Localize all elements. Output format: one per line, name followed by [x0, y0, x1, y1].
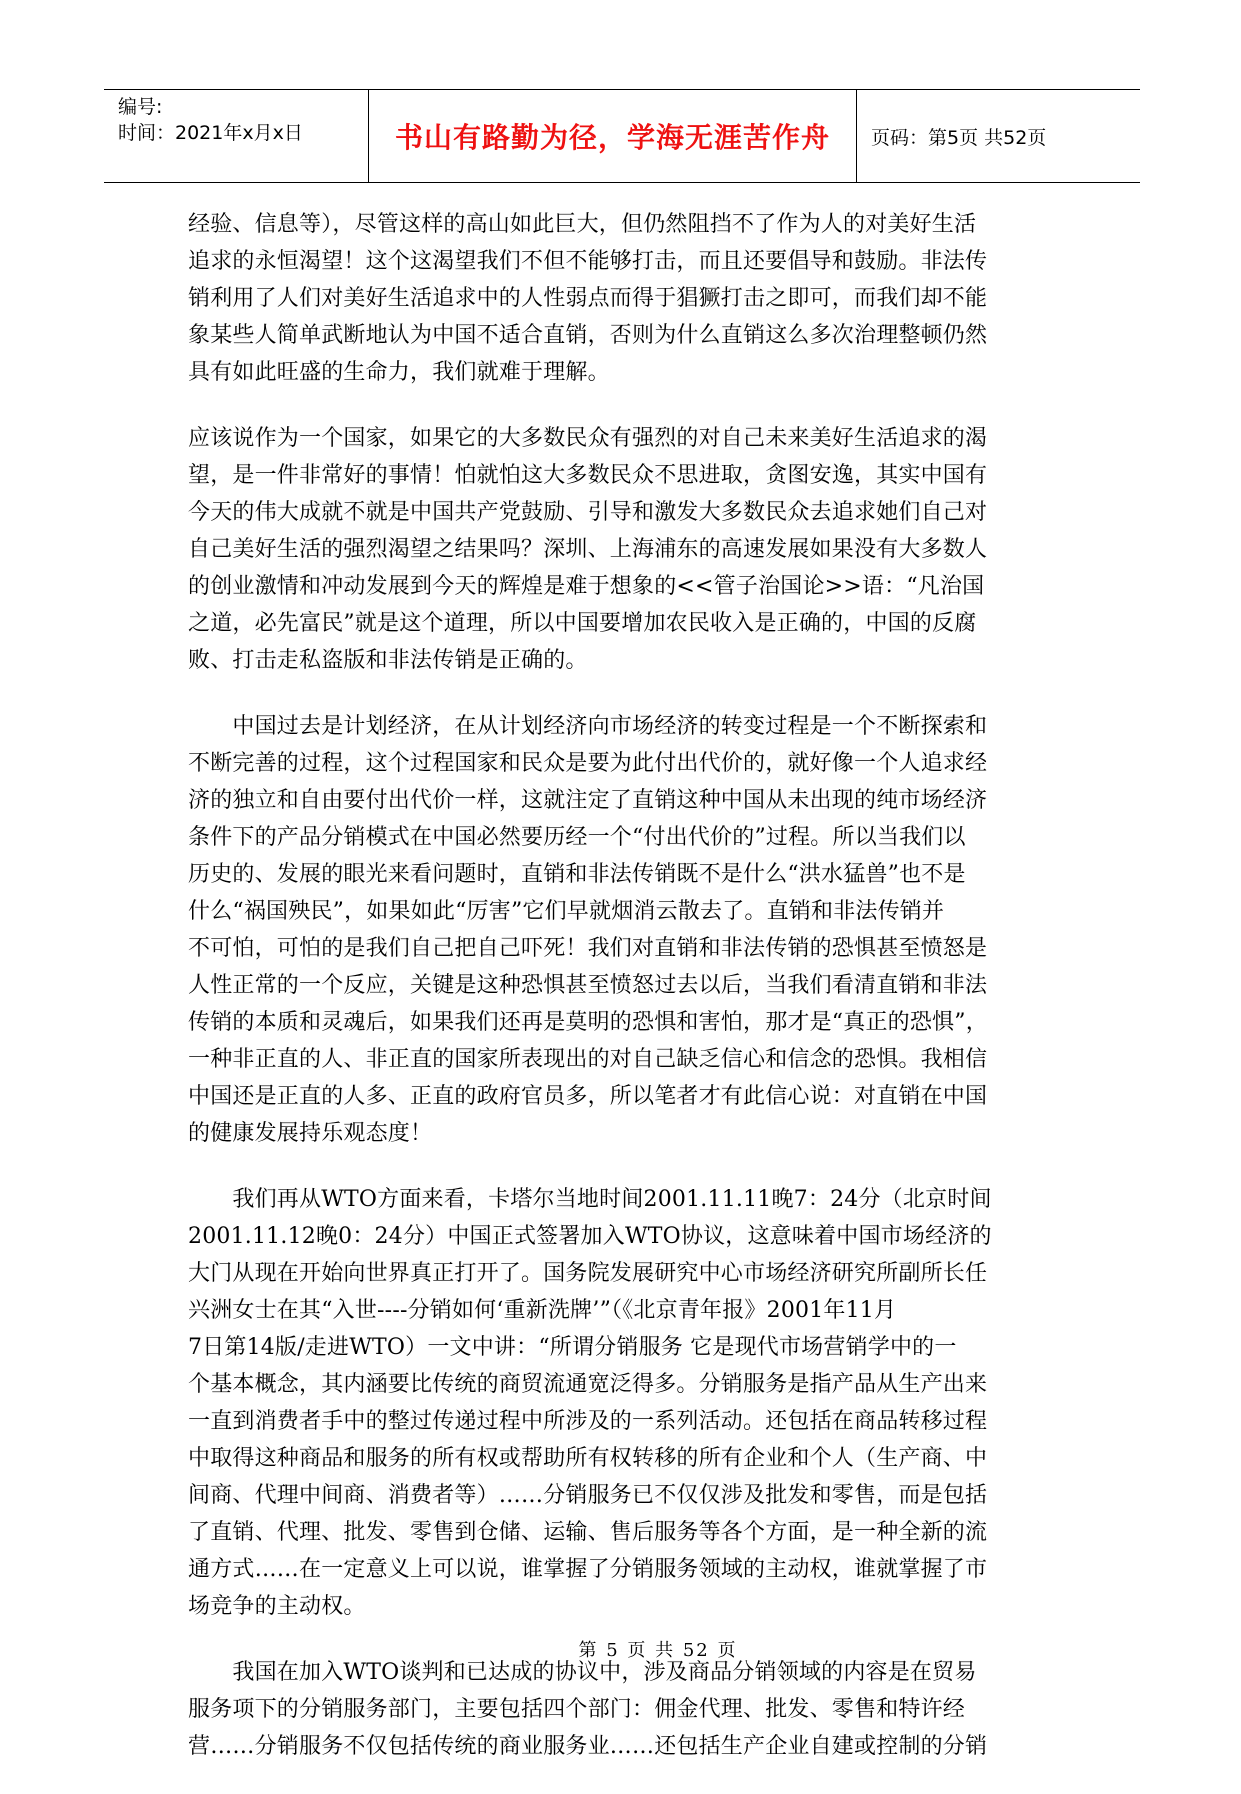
- document-body: [188, 206, 1093, 1794]
- text-line: 败、打击走私盗版和非法传销是正确的。: [188, 648, 588, 673]
- paragraph: [188, 1654, 1093, 1765]
- header-motto-cell: [369, 90, 857, 182]
- header-motto: 书山有路勤为径，学海无涯苦作舟: [394, 121, 830, 154]
- text-line: 今天的伟大成就不就是中国共产党鼓励、引导和激发大多数民众去追求她们自己对: [188, 500, 988, 525]
- header-page-label: 页码：第5页 共52页: [871, 126, 1047, 149]
- text-line: 不断完善的过程，这个过程国家和民众是要为此付出代价的，就好像一个人追求经: [188, 751, 988, 776]
- text-line: 个基本概念，其内涵要比传统的商贸流通宽泛得多。分销服务是指产品从生产出来: [188, 1372, 988, 1397]
- paragraph: [188, 1181, 1093, 1625]
- text-line: 营……分销服务不仅包括传统的商业服务业……还包括生产企业自建或控制的分销: [188, 1734, 988, 1759]
- text-line: 具有如此旺盛的生命力，我们就难于理解。: [188, 360, 610, 385]
- paragraph: [188, 206, 1093, 391]
- text-line: 的创业激情和冲动发展到今天的辉煌是难于想象的<<管子治国论>>语：“凡治国: [188, 574, 985, 599]
- document-time-label: 时间：2021年x月x日: [118, 122, 303, 144]
- text-line: 经验、信息等），尽管这样的高山如此巨大，但仍然阻挡不了作为人的对美好生活: [188, 212, 977, 237]
- header-page-cell: [857, 90, 1140, 182]
- text-line: 济的独立和自由要付出代价一样，这就注定了直销这种中国从未出现的纯市场经济: [188, 788, 988, 813]
- text-line: 条件下的产品分销模式在中国必然要历经一个“付出代价的”过程。所以当我们以: [188, 825, 966, 850]
- header-left-cell: [104, 90, 369, 182]
- page-header: [104, 89, 1140, 183]
- text-line: 应该说作为一个国家，如果它的大多数民众有强烈的对自己未来美好生活追求的渴: [188, 426, 988, 451]
- paragraph: [188, 420, 1093, 679]
- text-line: 场竞争的主动权。: [188, 1594, 366, 1619]
- text-line: 望，是一件非常好的事情！怕就怕这大多数民众不思进取，贪图安逸，其实中国有: [188, 463, 988, 488]
- text-line: 服务项下的分销服务部门，主要包括四个部门：佣金代理、批发、零售和特许经: [188, 1697, 966, 1722]
- text-line: 什么“祸国殃民”，如果如此“厉害”它们早就烟消云散去了。直销和非法传销并: [188, 899, 945, 924]
- text-line: 中取得这种商品和服务的所有权或帮助所有权转移的所有企业和个人（生产商、中: [188, 1446, 988, 1471]
- text-line: 我国在加入WTO谈判和已达成的协议中，涉及商品分销领域的内容是在贸易: [188, 1660, 977, 1685]
- text-line: 人性正常的一个反应，关键是这种恐惧甚至愤怒过去以后，当我们看清直销和非法: [188, 973, 988, 998]
- footer-page-number: 第 5 页 共 52 页: [578, 1640, 738, 1661]
- text-line: 的健康发展持乐观态度！: [188, 1121, 433, 1146]
- text-line: 之道，必先富民”就是这个道理，所以中国要增加农民收入是正确的，中国的反腐: [188, 611, 977, 636]
- text-line: 中国过去是计划经济，在从计划经济向市场经济的转变过程是一个不断探索和: [188, 714, 988, 739]
- text-line: 大门从现在开始向世界真正打开了。国务院发展研究中心市场经济研究所副所长任: [188, 1261, 988, 1286]
- text-line: 一直到消费者手中的整过传递过程中所涉及的一系列活动。还包括在商品转移过程: [188, 1409, 988, 1434]
- text-line: 通方式……在一定意义上可以说，谁掌握了分销服务领域的主动权，谁就掌握了市: [188, 1557, 988, 1582]
- page-footer: [0, 1636, 1241, 1662]
- text-line: 历史的、发展的眼光来看问题时，直销和非法传销既不是什么“洪水猛兽”也不是: [188, 862, 966, 887]
- text-line: 7日第14版/走进WTO）一文中讲：“所谓分销服务 它是现代市场营销学中的一: [188, 1335, 957, 1360]
- document-number-label: 编号:: [118, 96, 163, 118]
- text-line: 兴洲女士在其“入世----分销如何‘重新洗牌’”（《北京青年报》2001年11月: [188, 1298, 897, 1323]
- text-line: 销利用了人们对美好生活追求中的人性弱点而得于猖獗打击之即可，而我们却不能: [188, 286, 988, 311]
- text-line: 追求的永恒渴望！这个这渴望我们不但不能够打击，而且还要倡导和鼓励。非法传: [188, 249, 988, 274]
- text-line: 传销的本质和灵魂后，如果我们还再是莫明的恐惧和害怕，那才是“真正的恐惧”，: [188, 1010, 988, 1035]
- text-line: 一种非正直的人、非正直的国家所表现出的对自己缺乏信心和信念的恐惧。我相信: [188, 1047, 988, 1072]
- paragraph: [188, 708, 1093, 1152]
- text-line: 象某些人简单武断地认为中国不适合直销，否则为什么直销这么多次治理整顿仍然: [188, 323, 988, 348]
- text-line: 不可怕，可怕的是我们自己把自己吓死！我们对直销和非法传销的恐惧甚至愤怒是: [188, 936, 988, 961]
- text-line: 间商、代理中间商、消费者等）……分销服务已不仅仅涉及批发和零售，而是包括: [188, 1483, 988, 1508]
- text-line: 2001.11.12晚0：24分）中国正式签署加入WTO协议，这意味着中国市场经济的: [188, 1224, 992, 1249]
- text-line: 我们再从WTO方面来看，卡塔尔当地时间2001.11.11晚7：24分（北京时间: [188, 1187, 992, 1212]
- text-line: 自己美好生活的强烈渴望之结果吗？深圳、上海浦东的高速发展如果没有大多数人: [188, 537, 988, 562]
- text-line: 中国还是正直的人多、正直的政府官员多，所以笔者才有此信心说：对直销在中国: [188, 1084, 988, 1109]
- text-line: 了直销、代理、批发、零售到仓储、运输、售后服务等各个方面，是一种全新的流: [188, 1520, 988, 1545]
